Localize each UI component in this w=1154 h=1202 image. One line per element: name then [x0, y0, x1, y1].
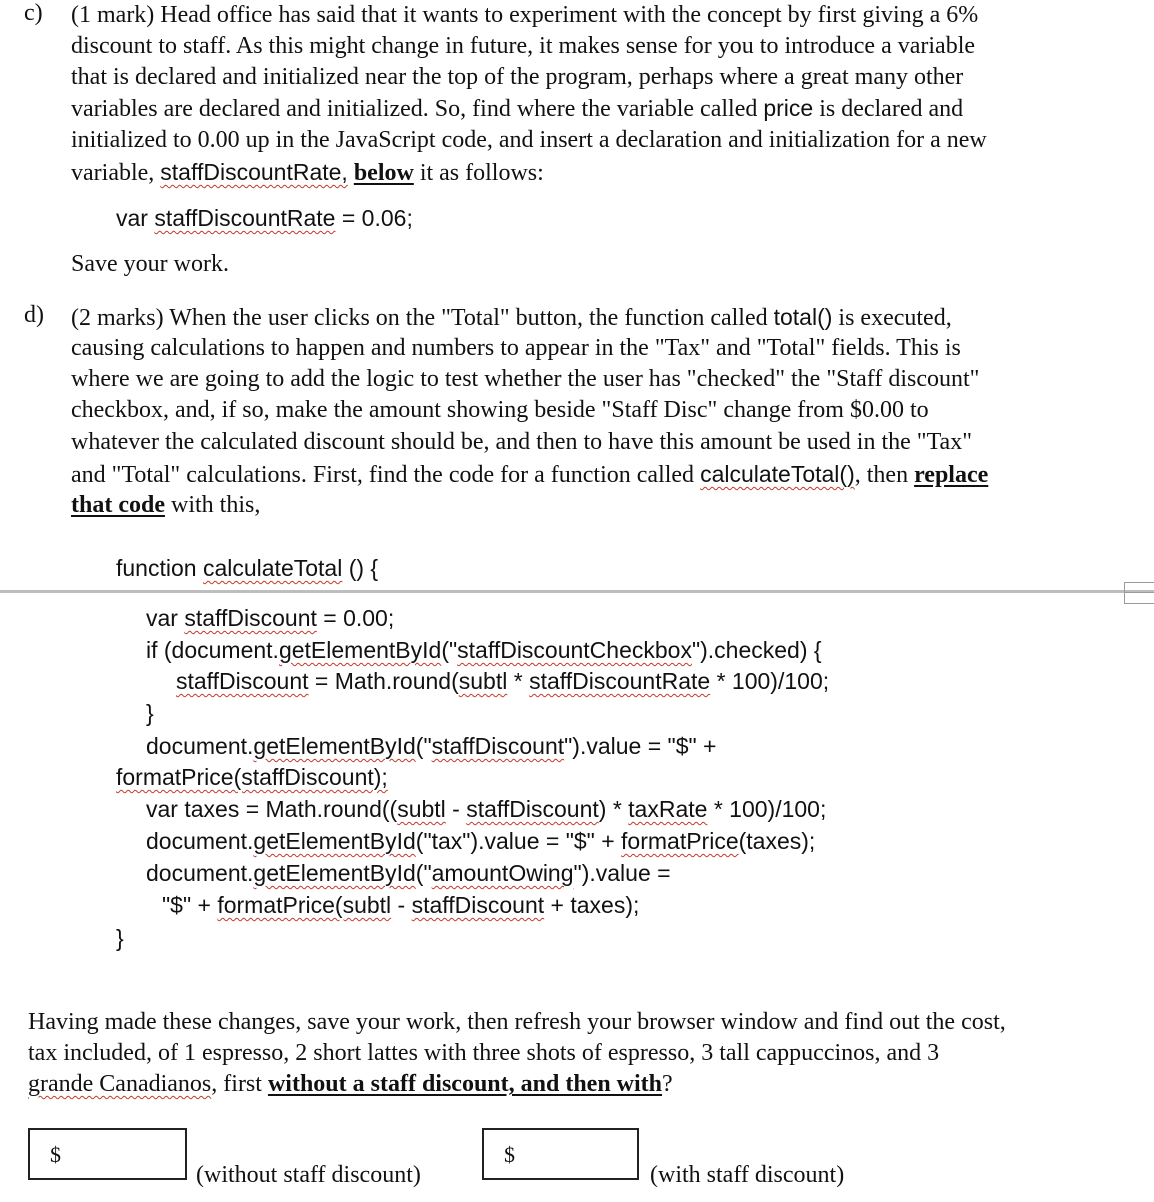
part-c-line-4-text: variables are declared and initialized. So, find where the variable called [71, 96, 764, 122]
code-token: amountOwing [431, 860, 574, 886]
code-line-2 [146, 602, 394, 634]
code-token: subtl [458, 668, 508, 694]
below-emphasis: below [353, 160, 414, 186]
code-var-name: staffDiscountRate [154, 205, 336, 231]
part-d-line-4: checkbox, and, if so, make the amount showing beside "Staff Disc" change from $0.00 to [71, 397, 929, 423]
code-token: = Math.round( [308, 668, 459, 694]
code-token: staffDiscount [184, 605, 317, 631]
code-token: document. [146, 828, 254, 854]
part-d-line-3: where we are going to add the logic to test whether the user has "checked" the "Staff discount" [71, 366, 980, 392]
code-line-6 [146, 730, 717, 762]
code-token: formatPrice [621, 828, 739, 854]
code-token: staffDiscount [431, 733, 565, 759]
code-token: formatPrice(subtl [217, 892, 392, 918]
code-token: (" [415, 733, 432, 759]
code-token: - [445, 796, 467, 822]
part-c-line-2: discount to staff. As this might change in future, it makes sense for you to introduce a variable [71, 33, 976, 59]
question-line-3-mid: , first [211, 1071, 268, 1097]
question-line-3 [28, 1069, 673, 1100]
part-d-line-1-text: (2 marks) When the user clicks on the "Total" button, the function called [71, 305, 774, 331]
answer-box-with-discount[interactable] [482, 1128, 639, 1180]
price-variable: price [763, 95, 814, 121]
code-token: subtl [397, 796, 446, 822]
code-line-3 [146, 634, 822, 666]
code-token: - [391, 892, 412, 918]
discount-emphasis: without a staff discount, and then with [267, 1071, 663, 1097]
part-d-line-7-tail: with this, [164, 492, 261, 518]
part-c-line-4-tail: is declared and [813, 96, 964, 122]
answer-box-without-discount[interactable] [28, 1128, 187, 1180]
part-c-line-1: (1 mark) Head office has said that it wants to experiment with the concept by first giving a 6% [71, 2, 979, 28]
part-d-line-6-mid: , then [854, 462, 915, 488]
dollar-sign: $ [50, 1142, 61, 1167]
part-d-line-6-text: and "Total" calculations. First, find the code for a function called [71, 462, 701, 488]
code-token: taxRate [628, 796, 708, 822]
code-line-1 [116, 552, 378, 584]
code-token: * 100)/100; [707, 796, 827, 822]
code-token: staffDiscountRate [529, 668, 711, 694]
staff-discount-rate-name: staffDiscountRate, [160, 159, 348, 185]
code-token: staffDiscount [466, 796, 599, 822]
code-token: document. [146, 860, 254, 886]
code-token: * [507, 668, 530, 694]
part-c-line-6 [71, 157, 544, 188]
part-d-line-2: causing calculations to happen and numbers to appear in the "Tax" and "Total" fields. This is [71, 335, 961, 361]
question-line-2: tax included, of 1 espresso, 2 short lattes with three shots of espresso, 3 tall cappuccinos, and 3 [28, 1040, 940, 1066]
part-c-line-6-tail: it as follows: [413, 160, 544, 186]
calculate-total-name: calculateTotal() [700, 461, 855, 487]
part-d-line-6 [71, 459, 988, 490]
code-line-9 [146, 825, 815, 857]
code-token: var [146, 605, 185, 631]
code-line-7 [116, 761, 388, 793]
code-token: staffDiscount [176, 668, 309, 694]
part-c-line-3: that is declared and initialized near the top of the program, perhaps where a great many other [71, 64, 964, 90]
code-line-5: } [146, 700, 154, 726]
margin-bracket-mid [1125, 592, 1154, 593]
code-token: if (document. [146, 637, 279, 663]
code-line-10 [146, 857, 671, 889]
part-d-line-1-tail: is executed, [832, 305, 952, 331]
code-token: var taxes = Math.round(( [146, 796, 398, 822]
question-line-1: Having made these changes, save your work, then refresh your browser window and find out the cost, [28, 1009, 1006, 1035]
save-instruction: Save your work. [71, 251, 229, 277]
grande-canadianos: grande Canadianos [28, 1071, 212, 1097]
code-block [0, 550, 1154, 960]
code-token: getElementById [253, 860, 416, 886]
total-function-name: total() [773, 304, 833, 330]
part-d-line-1 [71, 302, 952, 333]
code-token: ) * [598, 796, 629, 822]
part-c-line-6-text: variable, [71, 160, 161, 186]
part-c-marker: c) [24, 0, 43, 26]
code-token: ").value = [573, 860, 671, 886]
code-token: getElementById [253, 733, 416, 759]
code-token: * 100)/100; [710, 668, 830, 694]
answer-label-without-discount: (without staff discount) [196, 1162, 421, 1188]
code-line-12: } [116, 925, 124, 951]
code-var-value: = 0.06; [335, 205, 413, 231]
code-token: calculateTotal [202, 555, 343, 581]
code-token: function [116, 555, 203, 581]
code-line-8 [146, 793, 826, 825]
code-token: () { [342, 555, 379, 581]
dollar-sign: $ [504, 1142, 515, 1167]
code-line-4 [176, 665, 829, 697]
part-d-marker: d) [24, 302, 44, 328]
code-token: + taxes); [544, 892, 640, 918]
that-code-emphasis: that code [71, 492, 165, 518]
code-line-11 [162, 889, 639, 921]
code-token: formatPrice(staffDiscount); [116, 764, 388, 790]
rate-declaration-code [116, 202, 413, 234]
replace-emphasis: replace [914, 462, 989, 488]
code-var-keyword: var [116, 205, 155, 231]
code-token: ").value = "$" + [564, 733, 717, 759]
code-token: (taxes); [738, 828, 816, 854]
code-token: getElementById [278, 637, 442, 663]
code-token: staffDiscountCheckbox [457, 637, 692, 663]
part-c-line-5: initialized to 0.00 up in the JavaScript code, and insert a declaration and initialization for a new [71, 127, 987, 153]
margin-bracket [1124, 582, 1154, 604]
code-token: = 0.00; [316, 605, 395, 631]
code-token: staffDiscount [411, 892, 545, 918]
question-mark: ? [662, 1071, 673, 1097]
part-d-line-5: whatever the calculated discount should be, and then to have this amount be used in the "Tax" [71, 429, 972, 455]
code-token: ("tax").value = "$" + [415, 828, 622, 854]
code-token: document. [146, 733, 254, 759]
code-token: ").checked) { [691, 637, 822, 663]
answer-label-with-discount: (with staff discount) [650, 1162, 845, 1188]
code-token: getElementById [253, 828, 416, 854]
page-break-rule [0, 590, 1154, 593]
part-d-line-7 [71, 490, 260, 521]
part-c-line-4 [71, 93, 963, 124]
code-token: (" [441, 637, 458, 663]
code-token: "$" + [162, 892, 218, 918]
code-token: (" [415, 860, 432, 886]
